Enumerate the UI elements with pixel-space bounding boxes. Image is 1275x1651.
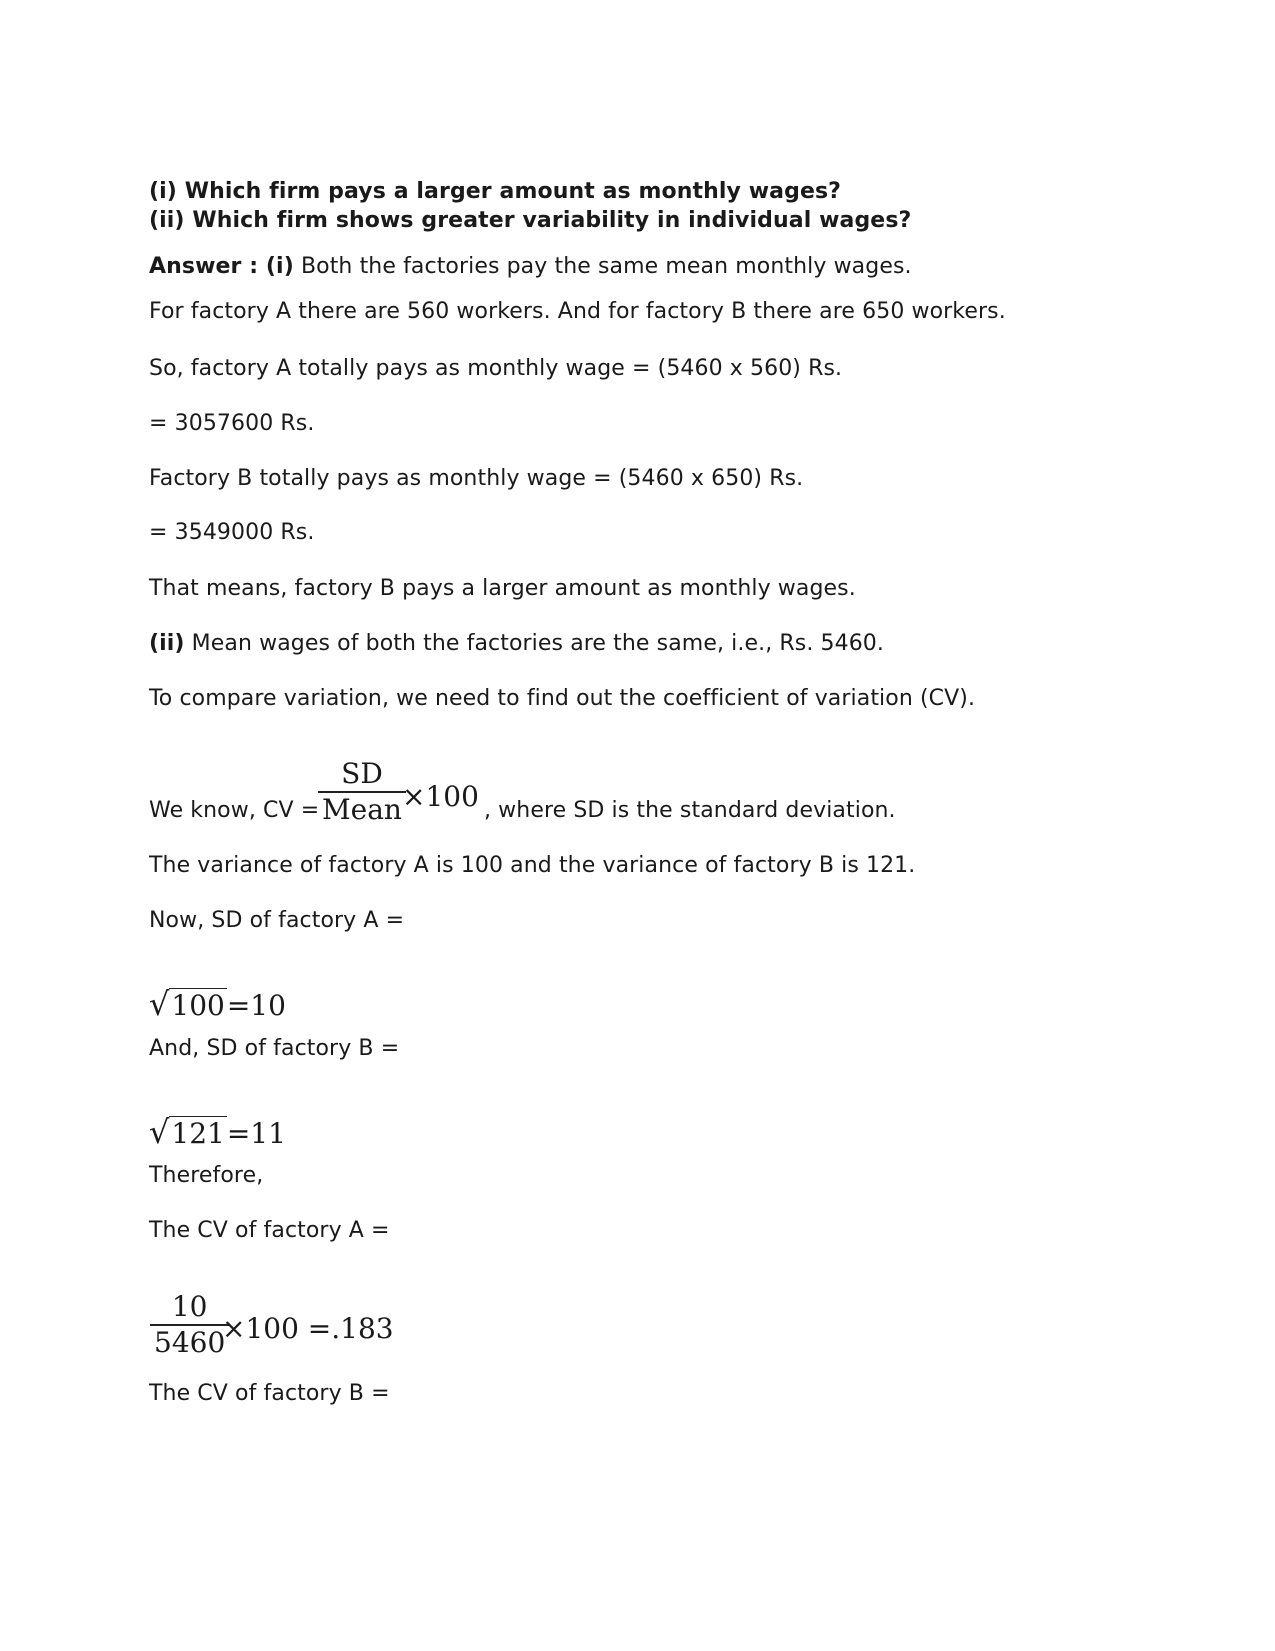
sqrt-b-formula	[149, 1113, 286, 1151]
cv-numerator: SD	[341, 757, 383, 790]
cv-a-denominator: 5460	[154, 1325, 226, 1359]
question-1: (i) Which firm pays a larger amount as monthly wages?	[149, 179, 842, 204]
sqrt-b-result: =11	[226, 1117, 286, 1150]
cv-b-line: The CV of factory B =	[149, 1381, 390, 1406]
part-2-line	[149, 630, 884, 658]
sqrt-a-formula	[149, 985, 286, 1023]
answer-intro-text: Both the factories pay the same mean monthly wages.	[293, 254, 912, 279]
therefore-line: Therefore,	[149, 1163, 264, 1188]
radical-icon: √	[149, 985, 170, 1023]
factory-a-result-line: = 3057600 Rs.	[149, 411, 315, 436]
cv-fraction	[318, 757, 406, 827]
cv-suffix: , where SD is the standard deviation.	[484, 798, 896, 823]
cv-a-rest: ×100 =.183	[222, 1312, 394, 1345]
answer-label: Answer : (i)	[149, 254, 294, 279]
cv-a-fraction	[150, 1290, 229, 1360]
cv-a-numerator: 10	[171, 1290, 208, 1323]
cv-prefix: We know, CV =	[149, 798, 320, 823]
conclusion-line: That means, factory B pays a larger amount as monthly wages.	[149, 576, 856, 601]
sd-a-line: Now, SD of factory A =	[149, 908, 405, 933]
factory-b-result-line: = 3549000 Rs.	[149, 520, 315, 545]
radical-icon: √	[149, 1113, 170, 1151]
sqrt-b-radicand: 121	[171, 1117, 225, 1150]
sqrt-a-result: =10	[226, 989, 286, 1022]
part-2-label: (ii)	[149, 631, 185, 656]
compare-line: To compare variation, we need to find out the coefficient of variation (CV).	[149, 686, 976, 711]
variance-line: The variance of factory A is 100 and the variance of factory B is 121.	[149, 853, 916, 878]
cv-a-line: The CV of factory A =	[149, 1218, 390, 1243]
cv-denominator: Mean	[322, 792, 402, 826]
part-2-text: Mean wages of both the factories are the same, i.e., Rs. 5460.	[184, 631, 884, 656]
cv-times-100: ×100	[402, 780, 479, 813]
factory-a-total-line: So, factory A totally pays as monthly wage = (5460 x 560) Rs.	[149, 356, 843, 381]
sqrt-a-radicand: 100	[171, 989, 225, 1022]
workers-line: For factory A there are 560 workers. And for factory B there are 650 workers.	[149, 299, 1006, 324]
factory-b-total-line: Factory B totally pays as monthly wage = (5460 x 650) Rs.	[149, 466, 804, 491]
answer-intro	[149, 253, 912, 281]
question-2: (ii) Which firm shows greater variability in individual wages?	[149, 208, 912, 233]
sd-b-line: And, SD of factory B =	[149, 1036, 400, 1061]
